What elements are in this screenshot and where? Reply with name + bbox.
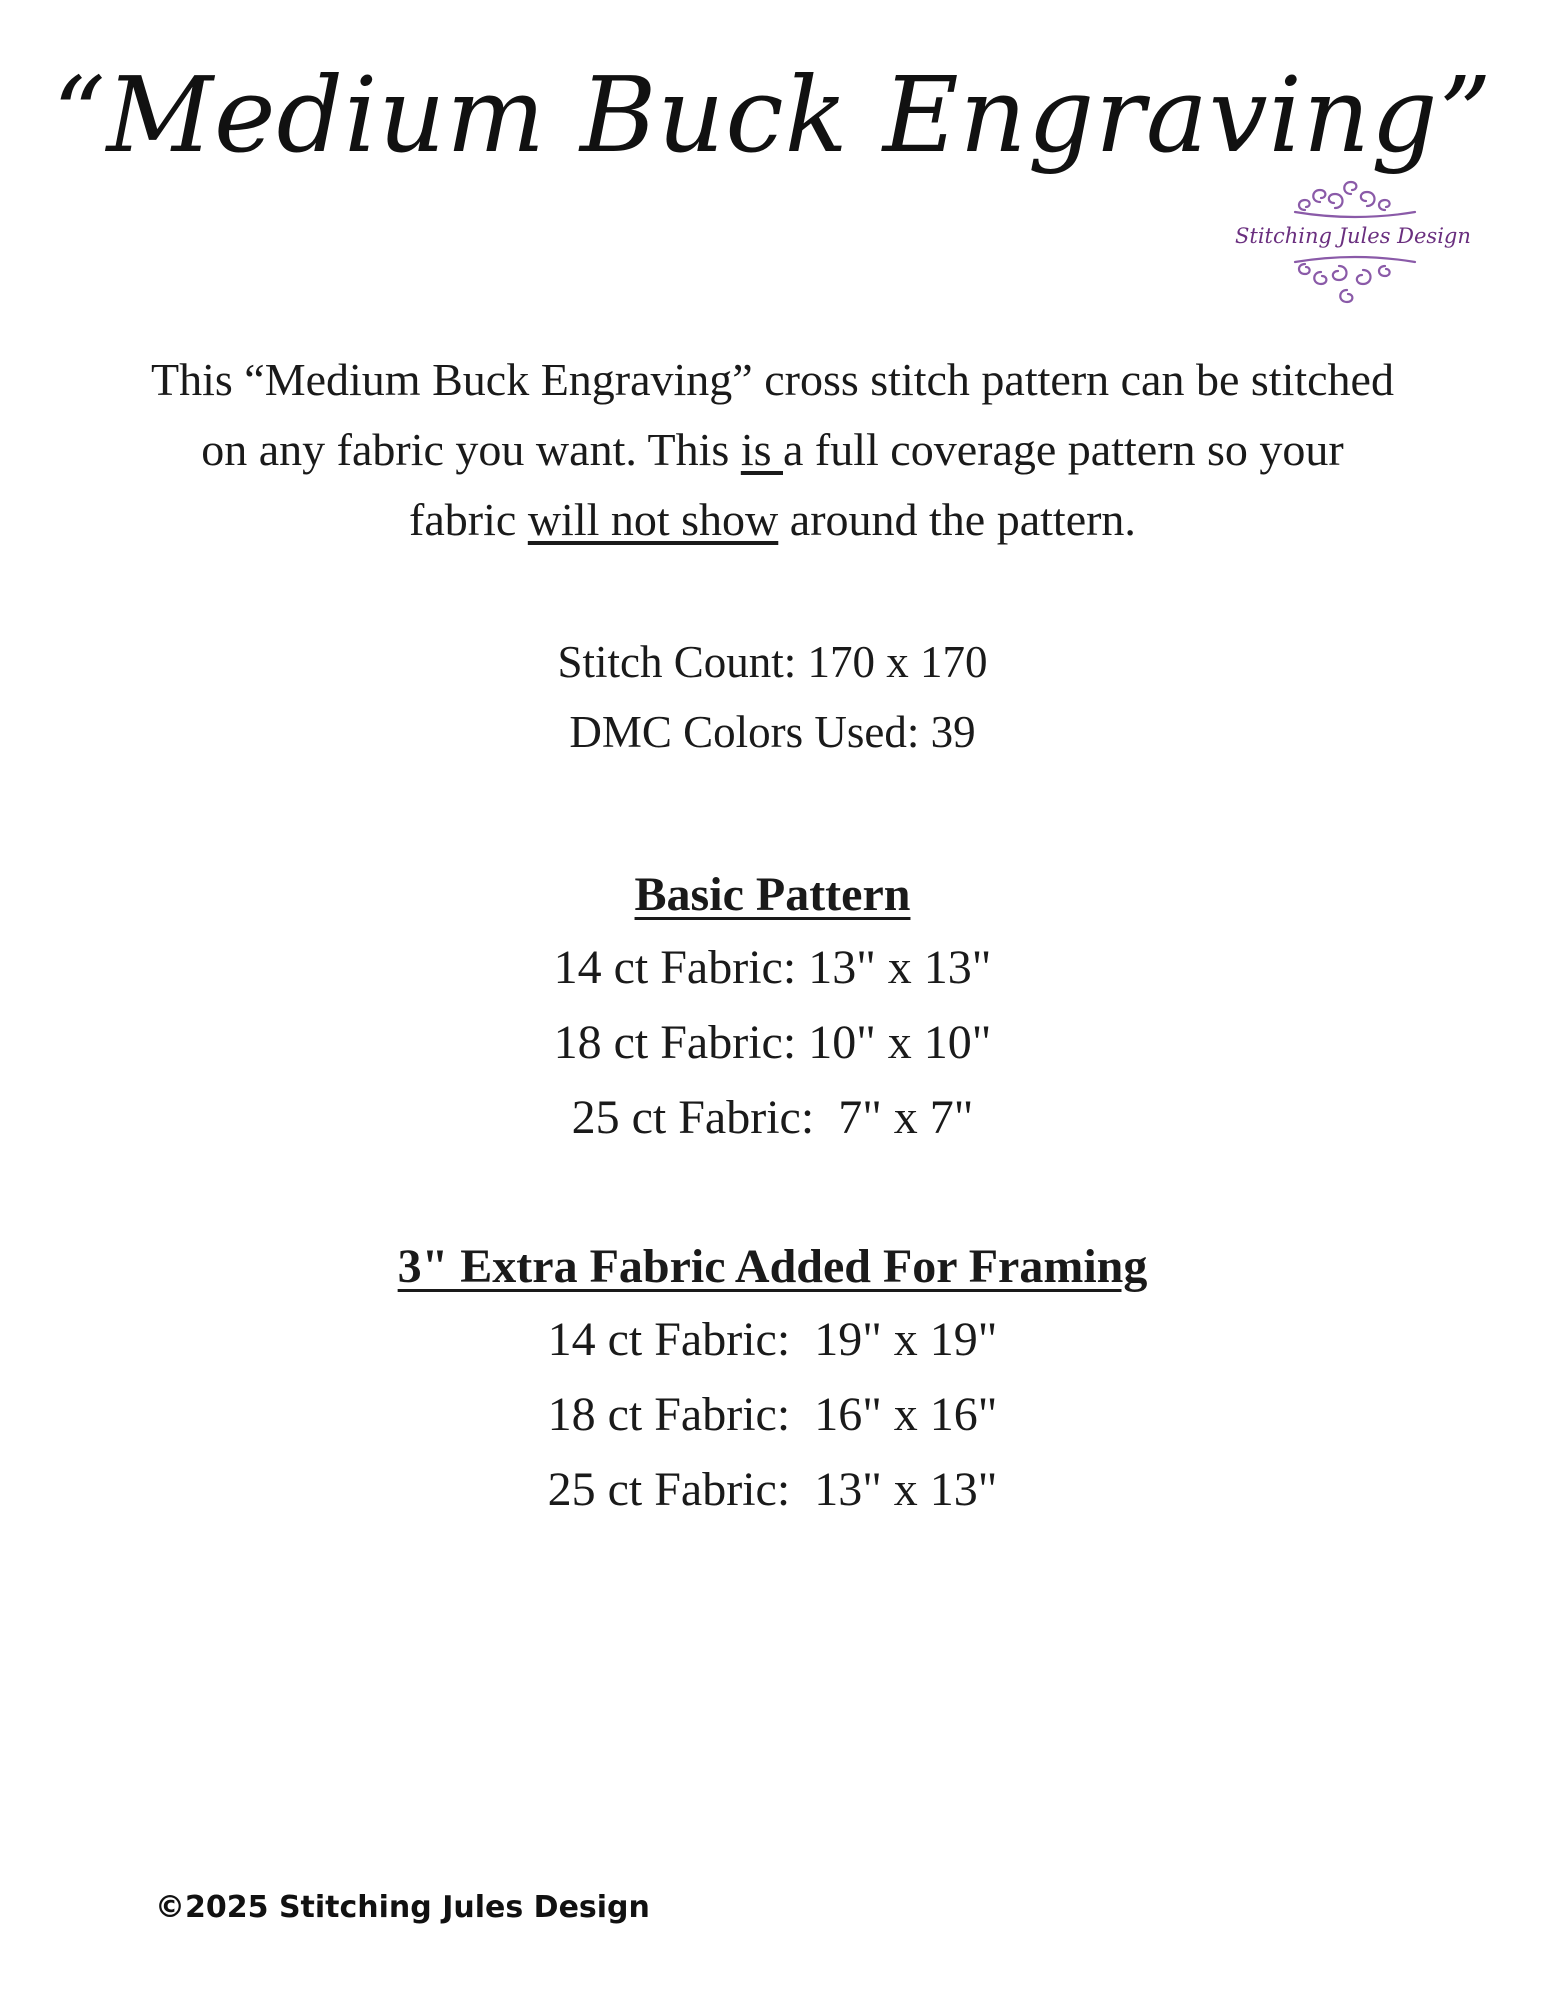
basic-size-row: 25 ct Fabric: 7" x 7" [571,1091,974,1144]
basic-size-row: 14 ct Fabric: 13" x 13" [553,941,992,994]
intro-paragraph [150,345,1395,555]
intro-text-3: around the pattern. [778,494,1136,545]
dmc-colors-used: DMC Colors Used: 39 [569,707,976,757]
intro-will-not-show-underlined: will not show [527,494,779,545]
framing-section [0,1232,1545,1527]
framing-size-row: 14 ct Fabric: 19" x 19" [547,1313,998,1366]
basic-pattern-heading: Basic Pattern [634,868,911,921]
framing-size-row: 25 ct Fabric: 13" x 13" [547,1463,998,1516]
copyright-notice: ©2025 Stitching Jules Design [155,1890,650,1925]
intro-is-underlined: is [740,424,783,475]
intro-text-1: This “Medium Buck Engraving” cross stitch pattern can be stitched on any fabric you want. This [151,354,1394,475]
brand-logo [1235,172,1471,312]
basic-size-row: 18 ct Fabric: 10" x 10" [553,1016,992,1069]
page-title: “Medium Buck Engraving” [52,54,1493,176]
basic-pattern-section [0,860,1545,1155]
intro-text-2: a full coverage pattern so your fabric [409,424,1344,545]
framing-heading: 3" Extra Fabric Added For Framing [397,1240,1148,1293]
pattern-stats [0,627,1545,767]
logo-text: Stitching Jules Design [1235,224,1471,248]
stitch-count: Stitch Count: 170 x 170 [557,637,988,687]
framing-size-row: 18 ct Fabric: 16" x 16" [547,1388,998,1441]
